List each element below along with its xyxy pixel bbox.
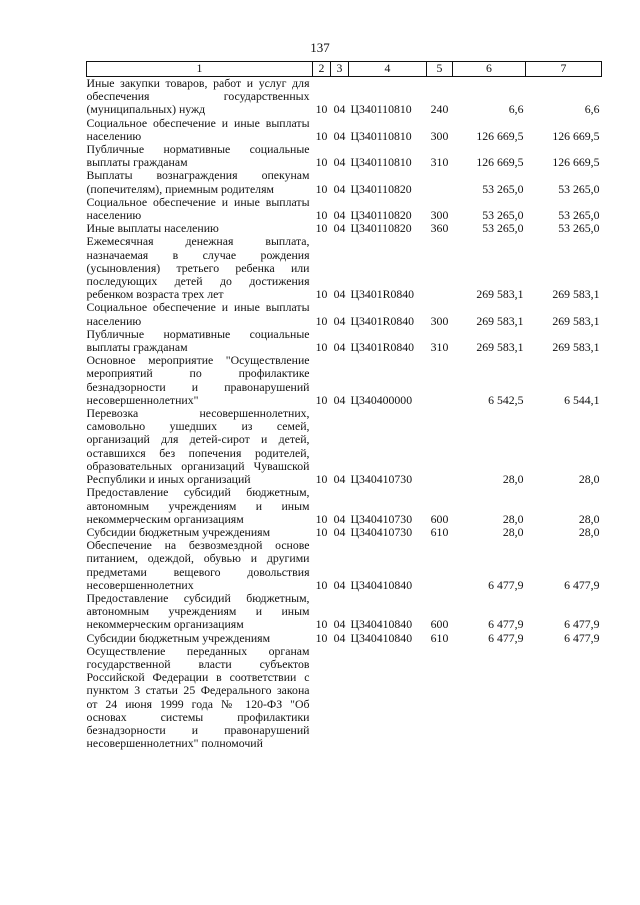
row-amount-col7: 269 583,1: [552, 313, 600, 328]
row-subsection: [331, 645, 349, 751]
row-subsection: 04: [333, 511, 346, 526]
row-target-code: Ц340110810: [350, 102, 412, 117]
row-amount-col6: 53 265,0: [482, 221, 524, 236]
row-expense-type: [427, 407, 453, 486]
row-amount-col6: 28,0: [502, 524, 524, 539]
row-target-code: Ц340410840: [350, 617, 413, 632]
row-section: 10: [315, 181, 328, 196]
table-row: [87, 407, 602, 486]
row-amount-col6: 6 477,9: [488, 630, 524, 645]
row-expense-type: 300: [430, 313, 449, 328]
row-subsection: 04: [333, 181, 346, 196]
row-amount-col7: 28,0: [578, 524, 600, 539]
row-amount-col6: 6 477,9: [488, 617, 524, 632]
row-name: Предоставление субсидий бюджетным, автономным учреждениям и иным некоммерческим организациям: [86, 485, 310, 526]
row-amount-col7: 6 477,9: [564, 577, 600, 592]
column-header: 1: [87, 62, 313, 77]
row-name: Субсидии бюджетным учреждениям: [86, 630, 271, 645]
table-row: [87, 539, 602, 592]
row-target-code: Ц340110810: [350, 128, 412, 143]
column-header: 2: [313, 62, 331, 77]
row-target-code: Ц340410730: [350, 524, 413, 539]
table-row: [87, 117, 602, 143]
row-expense-type: [427, 169, 453, 195]
row-amount-col6: 28,0: [502, 472, 524, 487]
table-row: [87, 235, 602, 301]
column-header: 5: [427, 62, 453, 77]
row-expense-type: 360: [430, 221, 449, 236]
row-section: 10: [315, 472, 328, 487]
row-amount-col7: 269 583,1: [552, 340, 600, 355]
row-amount-col7: 28,0: [578, 511, 600, 526]
row-subsection: 04: [333, 617, 346, 632]
row-name: Иные выплаты населению: [86, 221, 219, 236]
row-amount-col6: 269 583,1: [476, 340, 524, 355]
table-row: [87, 328, 602, 354]
row-name: Социальное обеспечение и иные выплаты населению: [86, 300, 310, 328]
row-amount-col7: 53 265,0: [558, 221, 600, 236]
table-row: [87, 354, 602, 407]
row-amount-col6: 53 265,0: [482, 181, 524, 196]
row-subsection: 04: [333, 128, 346, 143]
column-header: 3: [331, 62, 349, 77]
row-name: Субсидии бюджетным учреждениям: [86, 524, 271, 539]
row-section: 10: [315, 524, 328, 539]
row-amount-col7: 6 544,1: [564, 392, 600, 407]
column-header: 7: [526, 62, 602, 77]
table-row: [87, 77, 602, 117]
row-amount-col7: 126 669,5: [552, 128, 600, 143]
table-header-row: [87, 62, 602, 77]
table-row: [87, 169, 602, 195]
row-name: Основное мероприятие "Осуществление мероприятий по профилактике безнадзорности и правонарушений несовершеннолетних": [86, 353, 310, 407]
row-section: 10: [315, 155, 328, 170]
row-name: Предоставление субсидий бюджетным, автономным учреждениям и иным некоммерческим организациям: [86, 590, 310, 632]
table-row: [87, 143, 602, 169]
row-section: 10: [315, 102, 328, 117]
row-subsection: 04: [333, 208, 346, 223]
row-section: 10: [315, 630, 328, 645]
row-target-code: Ц340400000: [350, 392, 413, 407]
row-target-code: Ц340410730: [350, 472, 413, 487]
table-row: [87, 592, 602, 632]
row-section: 10: [315, 287, 328, 302]
row-amount-col7: 53 265,0: [558, 208, 600, 223]
row-name: Иные закупки товаров, работ и услуг для обеспечения государственных (муниципальных) нужд: [86, 76, 310, 117]
row-target-code: Ц340410730: [350, 511, 413, 526]
row-target-code: Ц340110820: [350, 221, 412, 236]
row-amount-col7: 53 265,0: [558, 181, 600, 196]
row-name: Публичные нормативные социальные выплаты гражданам: [86, 326, 310, 355]
row-name: Социальное обеспечение и иные выплаты населению: [86, 115, 310, 143]
row-target-code: Ц340110820: [350, 208, 412, 223]
row-name: Публичные нормативные социальные выплаты гражданам: [86, 142, 310, 170]
row-expense-type: 610: [430, 524, 449, 539]
row-amount-col6: 269 583,1: [476, 287, 524, 302]
row-amount-col7: 28,0: [578, 472, 600, 487]
row-expense-type: 310: [430, 155, 449, 170]
column-header: 6: [453, 62, 526, 77]
row-section: 10: [315, 313, 328, 328]
row-subsection: 04: [333, 472, 346, 487]
row-amount-col6: 126 669,5: [476, 155, 524, 170]
table-row: [87, 301, 602, 327]
page-number: 137: [310, 40, 330, 55]
row-amount-col6: 269 583,1: [476, 313, 524, 328]
row-expense-type: 300: [430, 128, 449, 143]
row-section: 10: [315, 392, 328, 407]
row-subsection: 04: [333, 392, 346, 407]
row-name: Ежемесячная денежная выплата, назначаемая в случае рождения (усыновления) третьего ребенка или последующих детей до достижения ребенком возраста трех лет: [86, 234, 310, 302]
row-amount-col6: 6,6: [508, 102, 524, 117]
row-amount-col7: 6 477,9: [564, 630, 600, 645]
row-subsection: 04: [333, 287, 346, 302]
row-name: Осуществление переданных органам государственной власти субъектов Российской Федерации в соответствии с пунктом 3 статьи 25 Федерального закона от 24 июня 1999 года № 120-ФЗ "Об основах системы профилактики безнадзорности и правонарушений несовершеннолетних" полномочий: [86, 643, 310, 751]
row-amount-col6: [453, 645, 526, 751]
row-section: 10: [315, 511, 328, 526]
row-section: 10: [315, 577, 328, 592]
budget-table: [86, 61, 602, 750]
row-target-code: [349, 645, 427, 751]
row-expense-type: 600: [430, 511, 449, 526]
row-amount-col6: 53 265,0: [482, 208, 524, 223]
row-name: Обеспечение на безвозмездной основе питанием, одеждой, обувью и другими предметами вещевого довольствия несовершеннолетних: [86, 538, 310, 592]
column-header: 4: [349, 62, 427, 77]
row-subsection: 04: [333, 340, 346, 355]
row-subsection: 04: [333, 102, 346, 117]
row-section: 10: [315, 340, 328, 355]
row-target-code: Ц340110820: [350, 181, 412, 196]
row-subsection: 04: [333, 524, 346, 539]
row-amount-col7: 6,6: [584, 102, 600, 117]
row-expense-type: 240: [430, 102, 449, 117]
row-expense-type: [427, 539, 453, 592]
row-section: 10: [315, 128, 328, 143]
row-subsection: 04: [333, 630, 346, 645]
row-subsection: 04: [333, 313, 346, 328]
row-expense-type: [427, 235, 453, 301]
row-section: 10: [315, 221, 328, 236]
row-expense-type: 300: [430, 208, 449, 223]
table-row: [87, 486, 602, 526]
row-subsection: 04: [333, 155, 346, 170]
row-expense-type: [427, 645, 453, 751]
row-section: 10: [315, 617, 328, 632]
row-amount-col6: 6 542,5: [488, 392, 524, 407]
row-amount-col6: 126 669,5: [476, 128, 524, 143]
row-target-code: Ц3401R0840: [350, 340, 415, 355]
row-target-code: Ц340410840: [350, 577, 413, 592]
row-expense-type: 310: [430, 340, 449, 355]
row-amount-col7: 269 583,1: [552, 287, 600, 302]
row-name: Перевозка несовершеннолетних, самовольно ушедших из семей, организаций для детей-сирот и детей, оставшихся без попечения родителей, образовательных организаций Чувашской Республики и иных организаций: [86, 406, 310, 487]
row-expense-type: 600: [430, 617, 449, 632]
row-amount-col7: 126 669,5: [552, 155, 600, 170]
row-expense-type: 610: [430, 630, 449, 645]
table-row: [87, 196, 602, 222]
row-target-code: Ц3401R0840: [350, 287, 415, 302]
table-row: [87, 632, 602, 645]
row-amount-col7: 6 477,9: [564, 617, 600, 632]
row-section: [313, 645, 331, 751]
row-expense-type: [427, 354, 453, 407]
row-name: Социальное обеспечение и иные выплаты населению: [86, 194, 310, 223]
row-amount-col6: 28,0: [502, 511, 524, 526]
row-amount-col7: [526, 645, 602, 751]
row-name: Выплаты вознаграждения опекунам (попечителям), приемным родителям: [86, 168, 310, 196]
row-subsection: 04: [333, 577, 346, 592]
table-row: [87, 645, 602, 751]
row-section: 10: [315, 208, 328, 223]
row-target-code: Ц3401R0840: [350, 313, 415, 328]
row-amount-col6: 6 477,9: [488, 577, 524, 592]
row-target-code: Ц340110810: [350, 155, 412, 170]
row-target-code: Ц340410840: [350, 630, 413, 645]
row-subsection: 04: [333, 221, 346, 236]
